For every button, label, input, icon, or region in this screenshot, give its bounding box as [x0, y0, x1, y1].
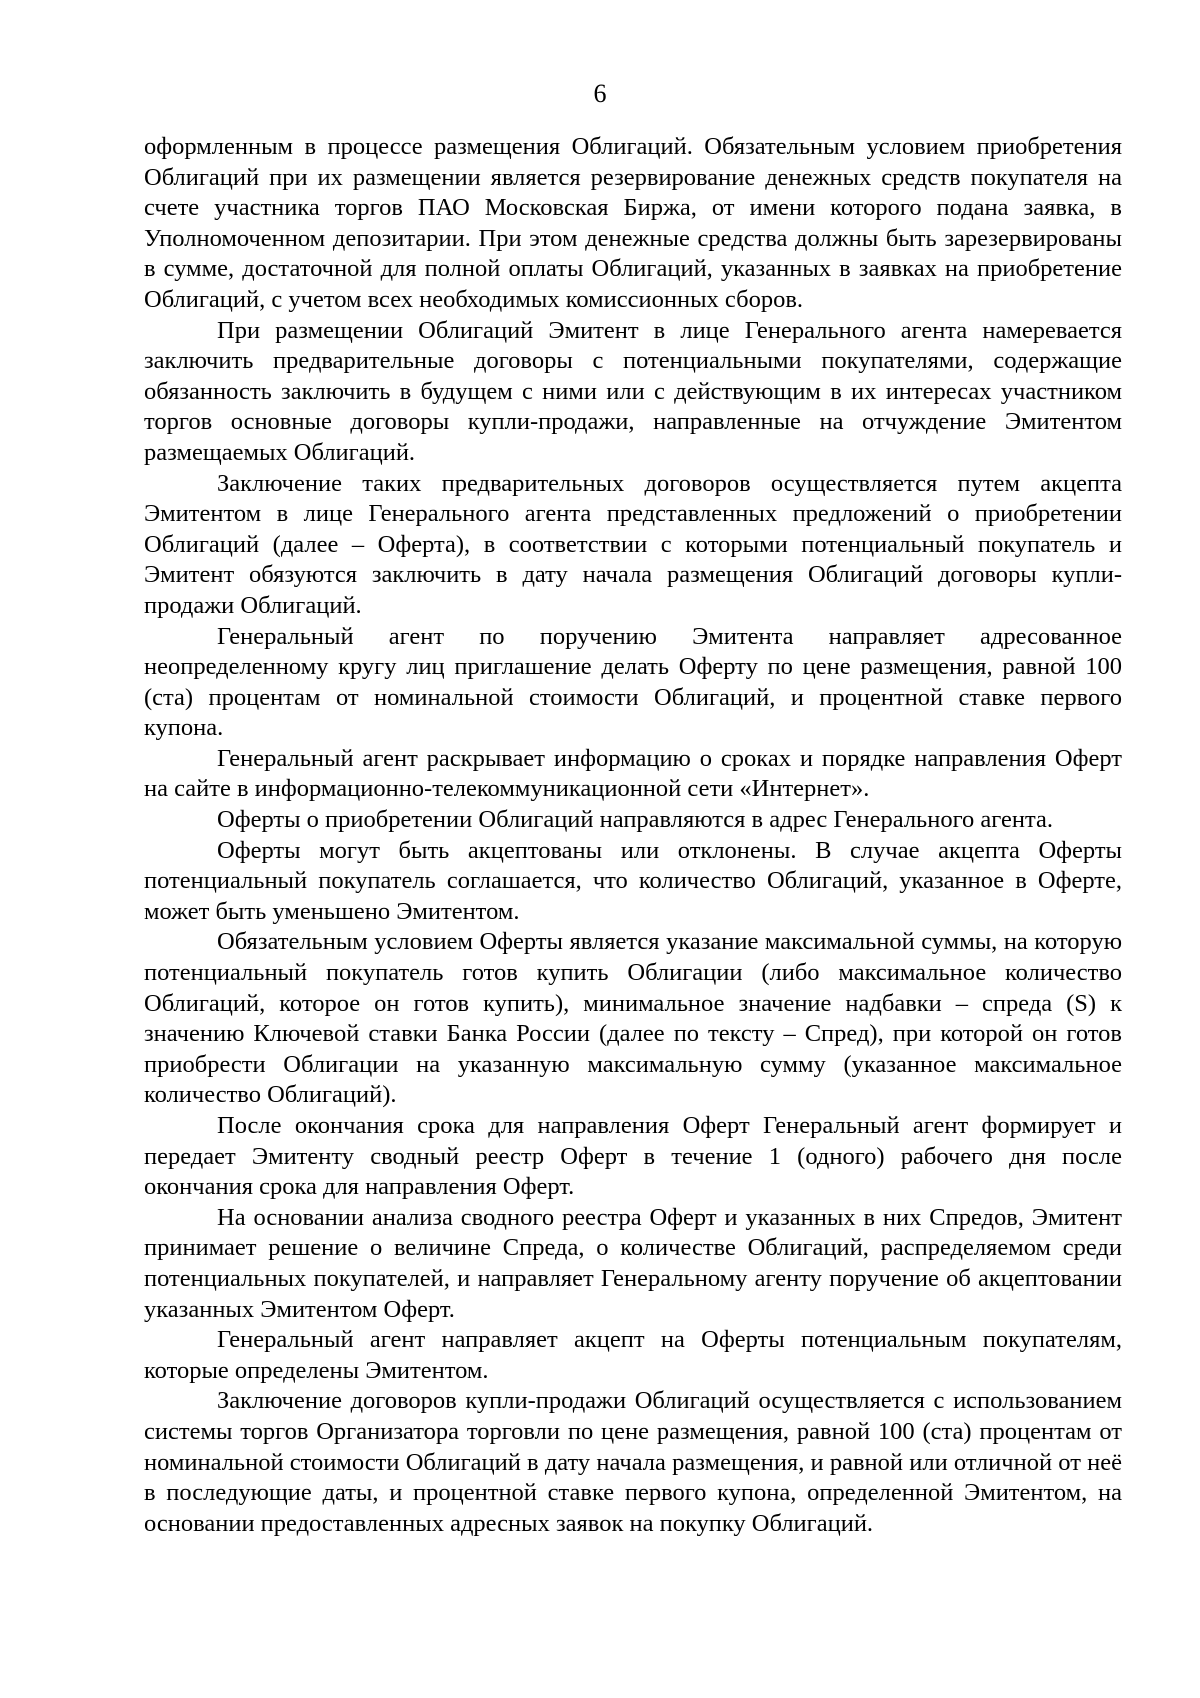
- paragraph-offer-accept-reject: Оферты могут быть акцептованы или отклонены. В случае акцепта Оферты потенциальный покупатель соглашается, что количество Облигаций, указанное в Оферте, может быть уменьшено Эмитентом.: [144, 836, 1122, 925]
- paragraph-continuation: оформленным в процессе размещения Облигаций. Обязательным условием приобретения Облигаций при их размещении является резервирование денежных средств покупателя на счете участника торгов ПАО Московская Биржа, от имени которого подана заявка, в Уполномоченном депозитарии. При этом денежные средства должны быть зарезервированы в сумме, достаточной для полной оплаты Облигаций, указанных в заявках на приобретение Облигаций, с учетом всех необходимых комиссионных сборов.: [144, 133, 1122, 313]
- paragraph-preliminary-agreements: При размещении Облигаций Эмитент в лице Генерального агента намеревается заключить предварительные договоры с потенциальными покупателями, содержащие обязанность заключить в будущем с ними или с действующим в их интересах участником торгов основные договоры купли-продажи, направленные на отчуждение Эмитентом размещаемых Облигаций.: [144, 316, 1122, 466]
- paragraph-offer-address: Оферты о приобретении Облигаций направляются в адрес Генерального агента.: [217, 806, 1053, 834]
- paragraph-offer-registry: После окончания срока для направления Оферт Генеральный агент формирует и передает Эмитенту сводный реестр Оферт в течение 1 (одного) рабочего дня после окончания срока для направления Оферт.: [144, 1112, 1122, 1201]
- paragraph-acceptance-sent: Генеральный агент направляет акцепт на Оферты потенциальным покупателям, которые определены Эмитентом.: [144, 1326, 1122, 1384]
- paragraph-spread-decision: На основании анализа сводного реестра Оферт и указанных в них Спредов, Эмитент принимает решение о величине Спреда, о количестве Облигаций, распределяемом среди потенциальных покупателей, и направляет Генеральному агенту поручение об акцептовании указанных Эмитентом Оферт.: [144, 1203, 1122, 1323]
- paragraph-disclosure: Генеральный агент раскрывает информацию о сроках и порядке направления Оферт на сайте в информационно-телекоммуникационной сети «Интернет».: [144, 744, 1122, 803]
- body-text: [144, 132, 1122, 1539]
- paragraph-invitation-to-offer: Генеральный агент по поручению Эмитента направляет адресованное неопределенному кругу лиц приглашение делать Оферту по цене размещения, равной 100 (ста) процентам от номинальной стоимости Облигаций, и процентной ставке первого купона.: [144, 622, 1122, 742]
- paragraph-offer-conditions: Обязательным условием Оферты является указание максимальной суммы, на которую потенциальный покупатель готов купить Облигации (либо максимальное количество Облигаций, которое он готов купить), минимальное значение надбавки – спреда (S) к значению Ключевой ставки Банка России (далее по тексту – Спред), при которой он готов приобрести Облигации на указанную максимальную сумму (указанное максимальное количество Облигаций).: [144, 928, 1122, 1109]
- paragraph-offer-acceptance: Заключение таких предварительных договоров осуществляется путем акцепта Эмитентом в лице Генерального агента представленных предложений о приобретении Облигаций (далее – Оферта), в соответствии с которыми потенциальный покупатель и Эмитент обязуются заключить в дату начала размещения Облигаций договоры купли-продажи Облигаций.: [144, 469, 1122, 619]
- page-number: 6: [593, 79, 607, 108]
- paragraph-contract-conclusion: Заключение договоров купли-продажи Облигаций осуществляется с использованием системы торгов Организатора торговли по цене размещения, равной 100 (ста) процентам от номинальной стоимости Облигаций в дату начала размещения, и равной или отличной от неё в последующие даты, и процентной ставке первого купона, определенной Эмитентом, на основании предоставленных адресных заявок на покупку Облигаций.: [144, 1387, 1122, 1537]
